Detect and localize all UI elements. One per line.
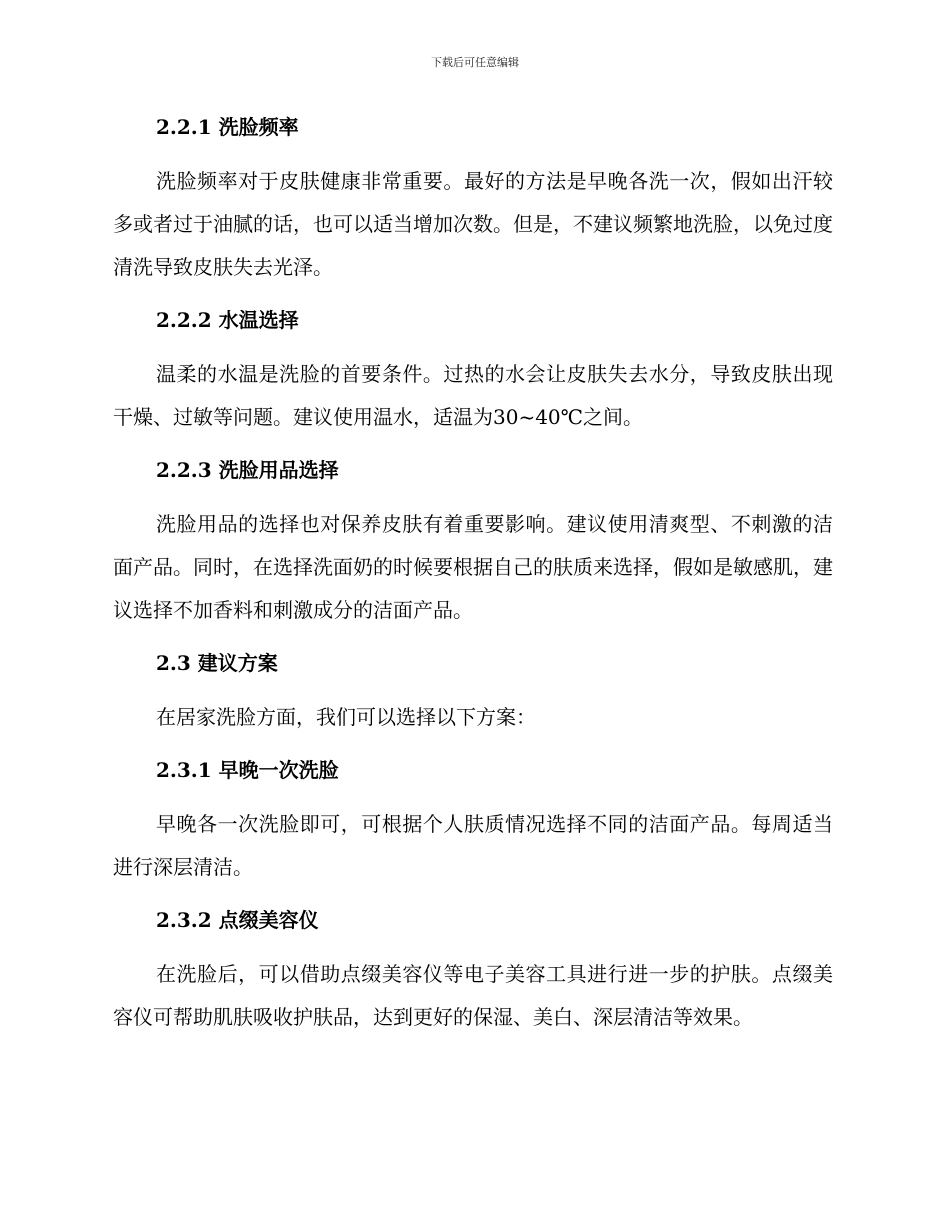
paragraph-2-2-1: 洗脸频率对于皮肤健康非常重要。最好的方法是早晚各洗一次，假如出汗较多或者过于油腻的话，也可以适当增加次数。但是，不建议频繁地洗脸，以免过度清洗导致皮肤失去光泽。 [113,169,833,279]
heading-2-2-3: 2.2.3 洗脸用品选择 [156,458,339,482]
paragraph-2-2-3: 洗脸用品的选择也对保养皮肤有着重要影响。建议使用清爽型、不刺激的洁面产品。同时，在选择洗面奶的时候要根据自己的肤质来选择，假如是敏感肌，建议选择不加香料和刺激成分的洁面产品。 [113,512,833,622]
document-content [113,110,833,1039]
paragraph-2-3-1: 早晚各一次洗脸即可，可根据个人肤质情况选择不同的洁面产品。每周适当进行深层清洁。 [113,812,833,879]
heading-2-3: 2.3 建议方案 [156,651,278,675]
heading-2-3-1: 2.3.1 早晚一次洗脸 [156,758,339,782]
heading-2-2-2: 2.2.2 水温选择 [156,308,299,332]
paragraph-2-3-2: 在洗脸后，可以借助点缀美容仪等电子美容工具进行进一步的护肤。点缀美容仪可帮助肌肤吸收护肤品，达到更好的保湿、美白、深层清洁等效果。 [113,962,833,1029]
paragraph-2-3: 在居家洗脸方面，我们可以选择以下方案： [156,705,536,729]
heading-2-3-2: 2.3.2 点缀美容仪 [156,908,319,932]
header-note: 下载后可任意编辑 [431,56,519,69]
paragraph-2-2-2: 温柔的水温是洗脸的首要条件。过热的水会让皮肤失去水分，导致皮肤出现干燥、过敏等问题。建议使用温水，适温为30~40℃之间。 [113,362,833,429]
heading-2-2-1: 2.2.1 洗脸频率 [156,115,299,139]
